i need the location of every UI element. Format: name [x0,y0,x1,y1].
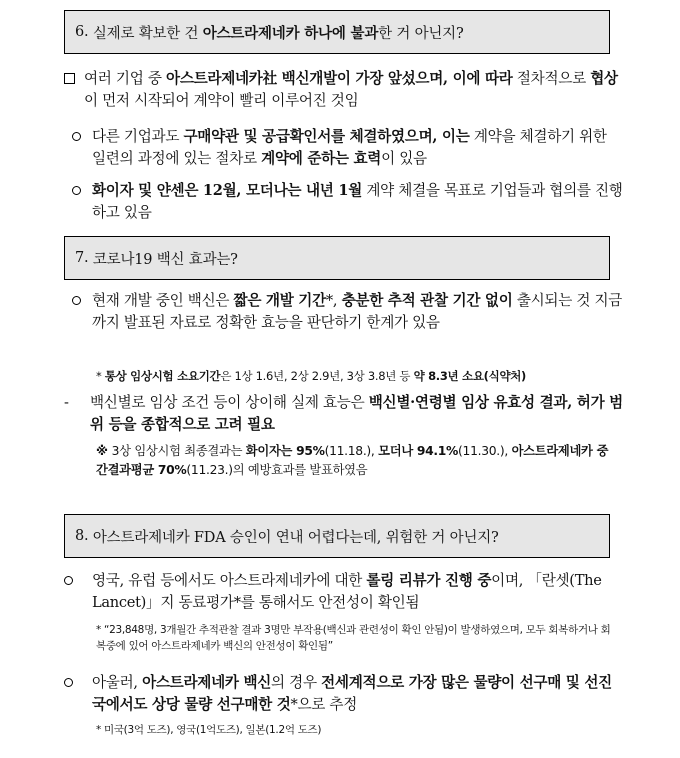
text-segment: 롤링 리뷰가 진행 중 [366,572,492,589]
text-segment: 화이자는 95% [245,444,325,458]
circle-bullet-icon [72,126,92,170]
question-7-text: 코로나19 백신 효과는? [92,251,238,268]
q7-footnote [96,368,616,384]
text-segment: *으로 추정 [290,696,358,713]
question-7-number: 7. [75,250,89,266]
text-segment: (11.18.), [324,444,379,458]
question-7-box [64,236,610,280]
text-segment: 아울러, [92,674,143,691]
question-6-box [64,10,610,54]
text-segment: 이 먼저 시작되어 계약이 빨리 이루어진 것임 [84,92,359,109]
text-segment: 계약을 체결하기 위한 일련의 과정에 있는 절차로 [92,128,607,167]
text-segment: 백신별·연령별 임상 유효성 결과, 허가 범위 등을 종합적으로 고려 필요 [90,394,623,433]
text-segment: 이며, 「란셋(The Lancet)」지 동료평가 [92,572,602,611]
text-segment: * [96,369,105,383]
q7-dash-item-text [90,392,624,436]
text-segment: 계약 체결을 목표로 기업들과 협의를 진행하고 있음 [92,182,623,221]
q8-item-2 [64,672,624,716]
q7-reference-note [96,442,616,480]
q6-item-1-text [84,68,624,112]
q7-item-main [72,290,624,334]
q7-dash-item [64,392,624,436]
question-6-number: 6. [75,24,89,40]
question-6-text-bold: 아스트라제네카 하나에 불과 [202,24,379,42]
text-segment: * [233,594,241,611]
text-segment: (11.23.)의 예방효과를 발표하였음 [186,463,368,477]
dash-marker: - [64,394,69,411]
text-segment: 를 통해서도 안전성이 확인됨 [240,594,420,611]
q8-item-1-note: * “23,848명, 3개월간 추적관찰 결과 3명만 부작용(백신과 관련성이 확인 안됨)이 발생하였으며, 모두 회복하거나 회복중에 있어 아스트라제네카 백신의 안전성이 확인됨” [96,624,611,652]
text-segment: 구매약관 및 공급확인서를 체결하였으며, 이는 [183,128,470,145]
square-bullet-icon [64,68,84,112]
text-segment: 아스트라제네카 중간결과평균 70% [96,444,609,477]
question-6-text-tail: 한 거 아닌지? [378,25,464,42]
text-segment: 통상 임상시험 소요기간 [104,369,221,383]
q6-item-1 [64,68,624,112]
text-segment: 약 8.3년 소요(식약처) [413,369,527,383]
q6-item-2-text [92,126,624,170]
question-8-number: 8. [75,528,89,544]
text-segment: 충분한 추적 관찰 기간 없이 [341,292,513,309]
q8-item-2-text [92,672,624,716]
question-8-text: 아스트라제네카 FDA 승인이 연내 어렵다는데, 위험한 거 아닌지? [92,529,499,546]
text-segment: 여러 기업 중 [84,70,167,87]
q8-item-1 [64,570,624,614]
text-segment: 계약에 준하는 효력 [261,150,382,167]
text-segment: 절차적으로 [512,70,591,87]
text-segment: 다른 기업과도 [92,128,184,145]
question-8-box [64,514,610,558]
text-segment: 현재 개발 중인 백신은 [92,292,234,309]
text-segment: 모더나 94.1% [378,444,459,458]
q7-item-main-text [92,290,624,334]
text-segment: 출시되는 것 지금까지 발표된 자료로 정확한 효능을 판단하기 한계가 있음 [92,292,623,331]
text-segment: 아스트라제네카 백신 [142,674,272,691]
text-segment: 아스트라제네카社 백신개발이 가장 앞섰으며, 이에 따라 [166,70,513,87]
text-segment: 협상 [590,70,618,87]
text-segment: 백신별로 임상 조건 등이 상이해 실제 효능은 [90,394,369,411]
circle-bullet-icon [64,672,92,716]
text-segment: 의 경우 [271,674,322,691]
text-segment: 화이자 및 얀센은 12월, 모더나는 내년 1월 [92,182,362,199]
text-segment: 영국, 유럽 등에서도 아스트라제네카에 대한 [92,572,367,589]
text-segment: 3상 임상시험 최종결과는 [111,444,246,458]
question-6-text-plain: 실제로 확보한 건 [92,25,199,42]
circle-bullet-icon [72,180,92,224]
text-segment: 은 1상 1.6년, 2상 2.9년, 3상 3.8년 등 [220,369,414,383]
circle-bullet-icon [72,290,92,334]
q6-item-3-text [92,180,624,224]
q8-item-1-text [92,570,624,614]
text-segment: ※ [96,444,112,458]
text-segment: 이 있음 [381,150,427,167]
circle-bullet-icon [64,570,92,614]
q8-item-2-note: * 미국(3억 도즈), 영국(1억도즈), 일본(1.2억 도즈) [96,724,322,736]
text-segment: 짧은 개발 기간 [233,292,326,309]
text-segment: 전세계적으로 가장 많은 물량이 선구매 및 선진국에서도 상당 물량 선구매한 것 [92,674,612,713]
text-segment: (11.30.), [458,444,512,458]
q6-item-2 [72,126,624,170]
text-segment: *, [325,292,342,309]
q6-item-3 [72,180,624,224]
